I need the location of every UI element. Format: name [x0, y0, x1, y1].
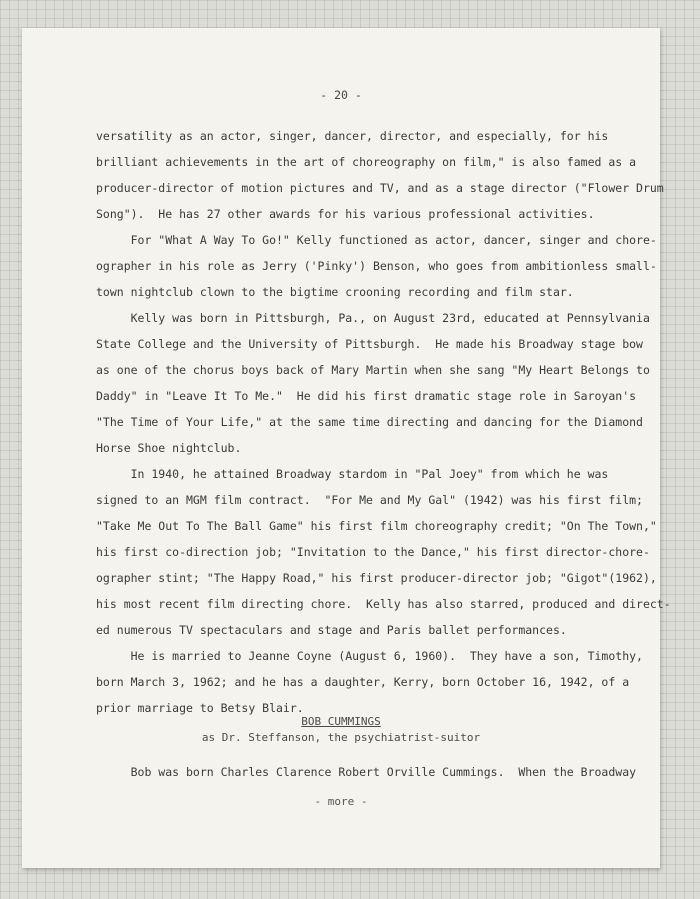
text-line: ographer in his role as Jerry ('Pinky') Benson, who goes from ambitionless small-: [96, 259, 657, 273]
typewritten-page: [22, 28, 671, 868]
text-line: versatility as an actor, singer, dancer, director, and especially, for his: [96, 129, 609, 143]
text-line: State College and the University of Pittsburgh. He made his Broadway stage bow: [96, 337, 643, 351]
text-line: "The Time of Your Life," at the same time directing and dancing for the Diamond: [96, 415, 643, 429]
text-line: In 1940, he attained Broadway stardom in "Pal Joey" from which he was: [96, 467, 609, 481]
text-line: Song"). He has 27 other awards for his various professional activities.: [96, 207, 595, 221]
text-line: He is married to Jeanne Coyne (August 6, 1960). They have a son, Timothy,: [96, 649, 643, 663]
text-line: town nightclub clown to the bigtime crooning recording and film star.: [96, 285, 574, 299]
text-line: ed numerous TV spectaculars and stage and Paris ballet performances.: [96, 623, 567, 637]
text-line: prior marriage to Betsy Blair.: [96, 701, 304, 715]
text-line: ographer stint; "The Happy Road," his first producer-director job; "Gigot"(1962),: [96, 571, 657, 585]
section-name: BOB CUMMINGS: [301, 715, 381, 728]
page-number: - 20 -: [320, 88, 362, 102]
text-line: brilliant achievements in the art of choreography on film," is also famed as a: [96, 155, 637, 169]
text-line: born March 3, 1962; and he has a daughter, Kerry, born October 16, 1942, of a: [96, 675, 630, 689]
text-line: producer-director of motion pictures and TV, and as a stage director ("Flower Drum: [96, 181, 664, 195]
text-line: Horse Shoe nightclub.: [96, 441, 242, 455]
body-text: [96, 123, 671, 721]
text-line: For "What A Way To Go!" Kelly functioned as actor, dancer, singer and chore-: [96, 233, 657, 247]
text-line: signed to an MGM film contract. "For Me and My Gal" (1942) was his first film;: [96, 493, 643, 507]
text-line: as one of the chorus boys back of Mary Martin when she sang "My Heart Belongs to: [96, 363, 650, 377]
section-first-line: Bob was born Charles Clarence Robert Orville Cummings. When the Broadway: [96, 765, 637, 779]
page-footer: - more -: [314, 795, 368, 808]
text-line: Daddy" in "Leave It To Me." He did his first dramatic stage role in Saroyan's: [96, 389, 637, 403]
section-heading: [22, 714, 660, 746]
text-line: his most recent film directing chore. Kelly has also starred, produced and direct-: [96, 597, 671, 611]
text-line: Kelly was born in Pittsburgh, Pa., on August 23rd, educated at Pennsylvania: [96, 311, 650, 325]
text-line: "Take Me Out To The Ball Game" his first film choreography credit; "On The Town,": [96, 519, 657, 533]
section-role: as Dr. Steffanson, the psychiatrist-suitor: [201, 731, 481, 744]
text-line: his first co-direction job; "Invitation to the Dance," his first director-chore-: [96, 545, 650, 559]
